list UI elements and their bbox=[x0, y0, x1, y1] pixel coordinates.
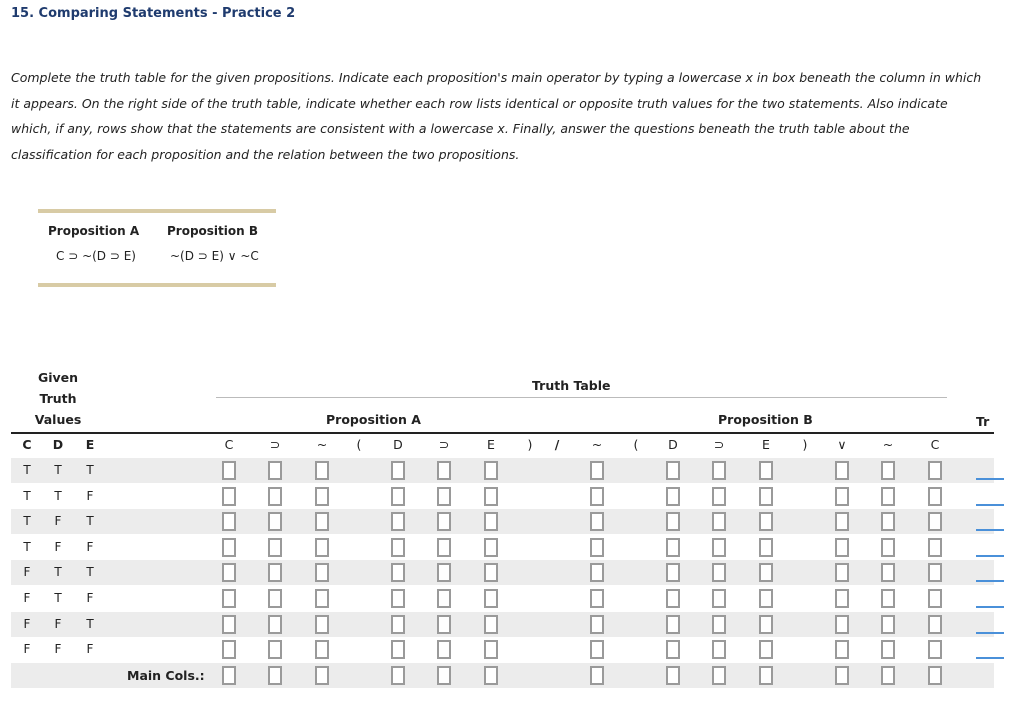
truth-cell-input-box[interactable] bbox=[315, 461, 329, 480]
truth-cell-input-box[interactable] bbox=[759, 589, 773, 608]
main-columns-row bbox=[11, 663, 994, 688]
table-row bbox=[11, 560, 994, 585]
truth-cell-input-box[interactable] bbox=[712, 640, 726, 659]
main-operator-input-box[interactable] bbox=[268, 666, 282, 685]
truth-cell-input-box[interactable] bbox=[759, 615, 773, 634]
truth-cell-input-box[interactable] bbox=[590, 487, 604, 506]
truth-cell-input-box[interactable] bbox=[881, 589, 895, 608]
truth-cell-input-box[interactable] bbox=[666, 563, 680, 582]
truth-cell-input-box[interactable] bbox=[881, 487, 895, 506]
truth-cell-input-box[interactable] bbox=[437, 461, 451, 480]
main-operator-input-box[interactable] bbox=[712, 666, 726, 685]
main-operator-input-box[interactable] bbox=[315, 666, 329, 685]
relation-answer-blank[interactable] bbox=[976, 657, 1004, 659]
symbol-column-header: ( bbox=[356, 437, 362, 452]
truth-cell-input-box[interactable] bbox=[712, 563, 726, 582]
truth-cell-input-box[interactable] bbox=[268, 615, 282, 634]
propositions-box bbox=[38, 209, 276, 287]
truth-cell-input-box[interactable] bbox=[391, 640, 405, 659]
truth-cell-input-box[interactable] bbox=[222, 538, 236, 557]
main-operator-input-box[interactable] bbox=[437, 666, 451, 685]
truth-cell-input-box[interactable] bbox=[759, 461, 773, 480]
main-operator-input-box[interactable] bbox=[391, 666, 405, 685]
header-divider bbox=[11, 432, 994, 434]
truth-cell-input-box[interactable] bbox=[881, 461, 895, 480]
truth-cell-input-box[interactable] bbox=[835, 615, 849, 634]
symbol-column-header: ~ bbox=[591, 437, 603, 452]
proposition-b-formula: ~(D ⊃ E) ∨ ~C bbox=[170, 249, 259, 263]
proposition-b-label: Proposition B bbox=[167, 224, 259, 238]
proposition-a-label: Proposition A bbox=[48, 224, 140, 238]
table-row bbox=[11, 637, 994, 662]
relation-answer-blank[interactable] bbox=[976, 504, 1004, 506]
symbol-column-header: C bbox=[930, 437, 940, 452]
truth-cell-input-box[interactable] bbox=[315, 487, 329, 506]
truth-cell-input-box[interactable] bbox=[928, 563, 942, 582]
given-truth-value: T bbox=[23, 488, 31, 503]
truth-cell-input-box[interactable] bbox=[484, 538, 498, 557]
truth-cell-input-box[interactable] bbox=[391, 461, 405, 480]
main-operator-input-box[interactable] bbox=[881, 666, 895, 685]
given-label-line: Values bbox=[34, 412, 82, 427]
truth-cell-input-box[interactable] bbox=[315, 589, 329, 608]
proposition-a-header: Proposition A bbox=[326, 412, 421, 427]
main-columns-label: Main Cols.: bbox=[127, 667, 205, 683]
relation-answer-blank[interactable] bbox=[976, 555, 1004, 557]
main-operator-input-box[interactable] bbox=[928, 666, 942, 685]
truth-cell-input-box[interactable] bbox=[881, 563, 895, 582]
truth-cell-input-box[interactable] bbox=[712, 538, 726, 557]
truth-cell-input-box[interactable] bbox=[268, 512, 282, 531]
truth-cell-input-box[interactable] bbox=[315, 512, 329, 531]
instructions-text: Complete the truth table for the given propositions. Indicate each proposition's main operator by typing a lowercase x in box beneath the column in which it appears. On the right side of the truth table, indicate whether each row lists identical or opposite truth values for the two statements. Also indicate which, if any, rows show that the statements are consistent with a lowercase x. Finally, answer the questions beneath the truth table about the classification for each proposition and the relation between the two propositions. bbox=[11, 70, 982, 162]
truth-cell-input-box[interactable] bbox=[759, 563, 773, 582]
truth-cell-input-box[interactable] bbox=[484, 512, 498, 531]
table-row bbox=[11, 484, 994, 509]
truth-cell-input-box[interactable] bbox=[666, 538, 680, 557]
tr-column-header: Tr bbox=[976, 414, 990, 429]
truth-cell-input-box[interactable] bbox=[268, 461, 282, 480]
given-truth-value: T bbox=[54, 463, 62, 477]
symbol-column-header: ) bbox=[527, 437, 533, 452]
truth-cell-input-box[interactable] bbox=[315, 563, 329, 582]
given-label-line: Given bbox=[37, 370, 79, 385]
symbol-column-header: D bbox=[668, 437, 678, 452]
truth-cell-input-box[interactable] bbox=[590, 589, 604, 608]
given-truth-value: T bbox=[86, 616, 94, 631]
main-operator-input-box[interactable] bbox=[484, 666, 498, 685]
truth-cell-input-box[interactable] bbox=[437, 487, 451, 506]
symbol-column-header: E bbox=[487, 437, 495, 452]
truth-cell-input-box[interactable] bbox=[315, 640, 329, 659]
truth-cell-input-box[interactable] bbox=[268, 538, 282, 557]
given-truth-value: F bbox=[86, 591, 94, 605]
symbol-column-header: ~ bbox=[882, 437, 894, 452]
truth-cell-input-box[interactable] bbox=[484, 589, 498, 608]
proposition-a-formula: C ⊃ ~(D ⊃ E) bbox=[56, 249, 136, 263]
truth-cell-input-box[interactable] bbox=[759, 487, 773, 506]
relation-answer-blank[interactable] bbox=[976, 580, 1004, 582]
truth-cell-input-box[interactable] bbox=[484, 461, 498, 480]
truth-cell-input-box[interactable] bbox=[222, 461, 236, 480]
given-truth-value: F bbox=[23, 642, 31, 657]
given-truth-value: F bbox=[54, 514, 62, 529]
truth-cell-input-box[interactable] bbox=[666, 487, 680, 506]
given-truth-value: F bbox=[23, 616, 31, 631]
given-truth-value: F bbox=[54, 616, 62, 631]
table-row bbox=[11, 612, 994, 637]
truth-cell-input-box[interactable] bbox=[391, 512, 405, 531]
given-label-line: Truth bbox=[39, 391, 77, 406]
truth-cell-input-box[interactable] bbox=[268, 487, 282, 506]
relation-answer-blank[interactable] bbox=[976, 606, 1004, 608]
given-truth-value: T bbox=[23, 463, 31, 477]
table-row bbox=[11, 509, 994, 534]
main-operator-input-box[interactable] bbox=[222, 666, 236, 685]
truth-cell-input-box[interactable] bbox=[268, 563, 282, 582]
truth-cell-input-box[interactable] bbox=[666, 512, 680, 531]
symbol-column-header: D bbox=[393, 437, 403, 452]
truth-cell-input-box[interactable] bbox=[759, 538, 773, 557]
truth-cell-input-box[interactable] bbox=[590, 538, 604, 557]
symbol-column-header: ∨ bbox=[837, 437, 847, 452]
truth-cell-input-box[interactable] bbox=[590, 615, 604, 634]
given-truth-value: T bbox=[54, 488, 62, 503]
truth-cell-input-box[interactable] bbox=[928, 512, 942, 531]
symbol-column-header: E bbox=[762, 437, 770, 452]
truth-cell-input-box[interactable] bbox=[928, 615, 942, 634]
truth-cell-input-box[interactable] bbox=[222, 487, 236, 506]
symbol-column-header: ) bbox=[802, 437, 808, 452]
given-column-header: C bbox=[22, 437, 32, 452]
symbol-column-header: ⊃ bbox=[713, 437, 725, 452]
given-truth-value: F bbox=[86, 539, 94, 554]
truth-cell-input-box[interactable] bbox=[315, 615, 329, 634]
relation-answer-blank[interactable] bbox=[976, 632, 1004, 634]
truth-cell-input-box[interactable] bbox=[590, 563, 604, 582]
table-row bbox=[11, 458, 994, 483]
main-operator-input-box[interactable] bbox=[759, 666, 773, 685]
page-title: 15. Comparing Statements - Practice 2 bbox=[11, 6, 296, 21]
main-operator-input-box[interactable] bbox=[666, 666, 680, 685]
truth-cell-input-box[interactable] bbox=[666, 461, 680, 480]
main-operator-input-box[interactable] bbox=[590, 666, 604, 685]
truth-cell-input-box[interactable] bbox=[835, 640, 849, 659]
proposition-b-header: Proposition B bbox=[718, 412, 813, 427]
truth-cell-input-box[interactable] bbox=[835, 563, 849, 582]
truth-cell-input-box[interactable] bbox=[881, 615, 895, 634]
truth-cell-input-box[interactable] bbox=[484, 640, 498, 659]
truth-cell-input-box[interactable] bbox=[835, 589, 849, 608]
given-truth-value: T bbox=[54, 565, 62, 580]
truth-cell-input-box[interactable] bbox=[268, 589, 282, 608]
given-truth-value: F bbox=[23, 591, 31, 605]
given-truth-value: F bbox=[54, 642, 62, 657]
given-truth-value: F bbox=[86, 488, 94, 503]
given-truth-value: T bbox=[86, 565, 94, 580]
truth-cell-input-box[interactable] bbox=[391, 487, 405, 506]
truth-cell-input-box[interactable] bbox=[881, 640, 895, 659]
truth-cell-input-box[interactable] bbox=[835, 487, 849, 506]
given-truth-value: F bbox=[23, 565, 31, 580]
main-operator-input-box[interactable] bbox=[835, 666, 849, 685]
truth-cell-input-box[interactable] bbox=[437, 512, 451, 531]
symbol-column-header: C bbox=[224, 437, 234, 452]
truth-cell-input-box[interactable] bbox=[590, 461, 604, 480]
truth-cell-input-box[interactable] bbox=[391, 563, 405, 582]
truth-cell-input-box[interactable] bbox=[222, 512, 236, 531]
given-truth-value: T bbox=[54, 591, 62, 605]
truth-cell-input-box[interactable] bbox=[881, 538, 895, 557]
table-row bbox=[11, 535, 994, 560]
given-truth-value: T bbox=[86, 463, 94, 477]
truth-cell-input-box[interactable] bbox=[484, 563, 498, 582]
symbol-column-header: / bbox=[554, 437, 560, 452]
given-truth-values-label bbox=[22, 367, 94, 430]
truth-cell-input-box[interactable] bbox=[759, 512, 773, 531]
given-truth-value: T bbox=[86, 514, 94, 529]
truth-cell-input-box[interactable] bbox=[881, 512, 895, 531]
truth-cell-input-box[interactable] bbox=[222, 563, 236, 582]
truth-cell-input-box[interactable] bbox=[391, 589, 405, 608]
table-row bbox=[11, 586, 994, 611]
truth-cell-input-box[interactable] bbox=[484, 487, 498, 506]
truth-cell-input-box[interactable] bbox=[666, 589, 680, 608]
relation-answer-blank[interactable] bbox=[976, 529, 1004, 531]
truth-cell-input-box[interactable] bbox=[437, 538, 451, 557]
truth-cell-input-box[interactable] bbox=[712, 615, 726, 634]
given-column-header: E bbox=[85, 437, 95, 452]
truth-cell-input-box[interactable] bbox=[484, 615, 498, 634]
truth-cell-input-box[interactable] bbox=[712, 589, 726, 608]
truth-cell-input-box[interactable] bbox=[391, 615, 405, 634]
truth-cell-input-box[interactable] bbox=[437, 640, 451, 659]
truth-cell-input-box[interactable] bbox=[928, 538, 942, 557]
symbol-column-header: ⊃ bbox=[269, 437, 281, 452]
given-truth-value: T bbox=[23, 539, 31, 554]
truth-cell-input-box[interactable] bbox=[391, 538, 405, 557]
truth-cell-input-box[interactable] bbox=[222, 589, 236, 608]
truth-cell-input-box[interactable] bbox=[712, 512, 726, 531]
symbol-column-header: ( bbox=[633, 437, 639, 452]
truth-cell-input-box[interactable] bbox=[835, 461, 849, 480]
truth-cell-input-box[interactable] bbox=[315, 538, 329, 557]
truth-cell-input-box[interactable] bbox=[222, 615, 236, 634]
symbol-column-header: ~ bbox=[316, 437, 328, 452]
truth-cell-input-box[interactable] bbox=[666, 640, 680, 659]
truth-cell-input-box[interactable] bbox=[759, 640, 773, 659]
truth-cell-input-box[interactable] bbox=[437, 589, 451, 608]
truth-cell-input-box[interactable] bbox=[712, 461, 726, 480]
truth-cell-input-box[interactable] bbox=[712, 487, 726, 506]
truth-cell-input-box[interactable] bbox=[268, 640, 282, 659]
truth-cell-input-box[interactable] bbox=[928, 487, 942, 506]
given-column-header: D bbox=[52, 437, 64, 452]
truth-cell-input-box[interactable] bbox=[590, 640, 604, 659]
given-truth-value: F bbox=[54, 539, 62, 554]
truth-cell-input-box[interactable] bbox=[222, 640, 236, 659]
relation-answer-blank[interactable] bbox=[976, 478, 1004, 480]
truth-cell-input-box[interactable] bbox=[835, 512, 849, 531]
given-truth-value: F bbox=[86, 642, 94, 657]
symbol-column-header: ⊃ bbox=[438, 437, 450, 452]
truth-cell-input-box[interactable] bbox=[590, 512, 604, 531]
truth-table-divider bbox=[216, 397, 947, 398]
truth-cell-input-box[interactable] bbox=[835, 538, 849, 557]
truth-cell-input-box[interactable] bbox=[928, 640, 942, 659]
truth-cell-input-box[interactable] bbox=[928, 461, 942, 480]
truth-table-label: Truth Table bbox=[532, 378, 611, 393]
truth-cell-input-box[interactable] bbox=[928, 589, 942, 608]
truth-cell-input-box[interactable] bbox=[666, 615, 680, 634]
truth-cell-input-box[interactable] bbox=[437, 563, 451, 582]
given-truth-value: T bbox=[23, 514, 31, 529]
truth-cell-input-box[interactable] bbox=[437, 615, 451, 634]
